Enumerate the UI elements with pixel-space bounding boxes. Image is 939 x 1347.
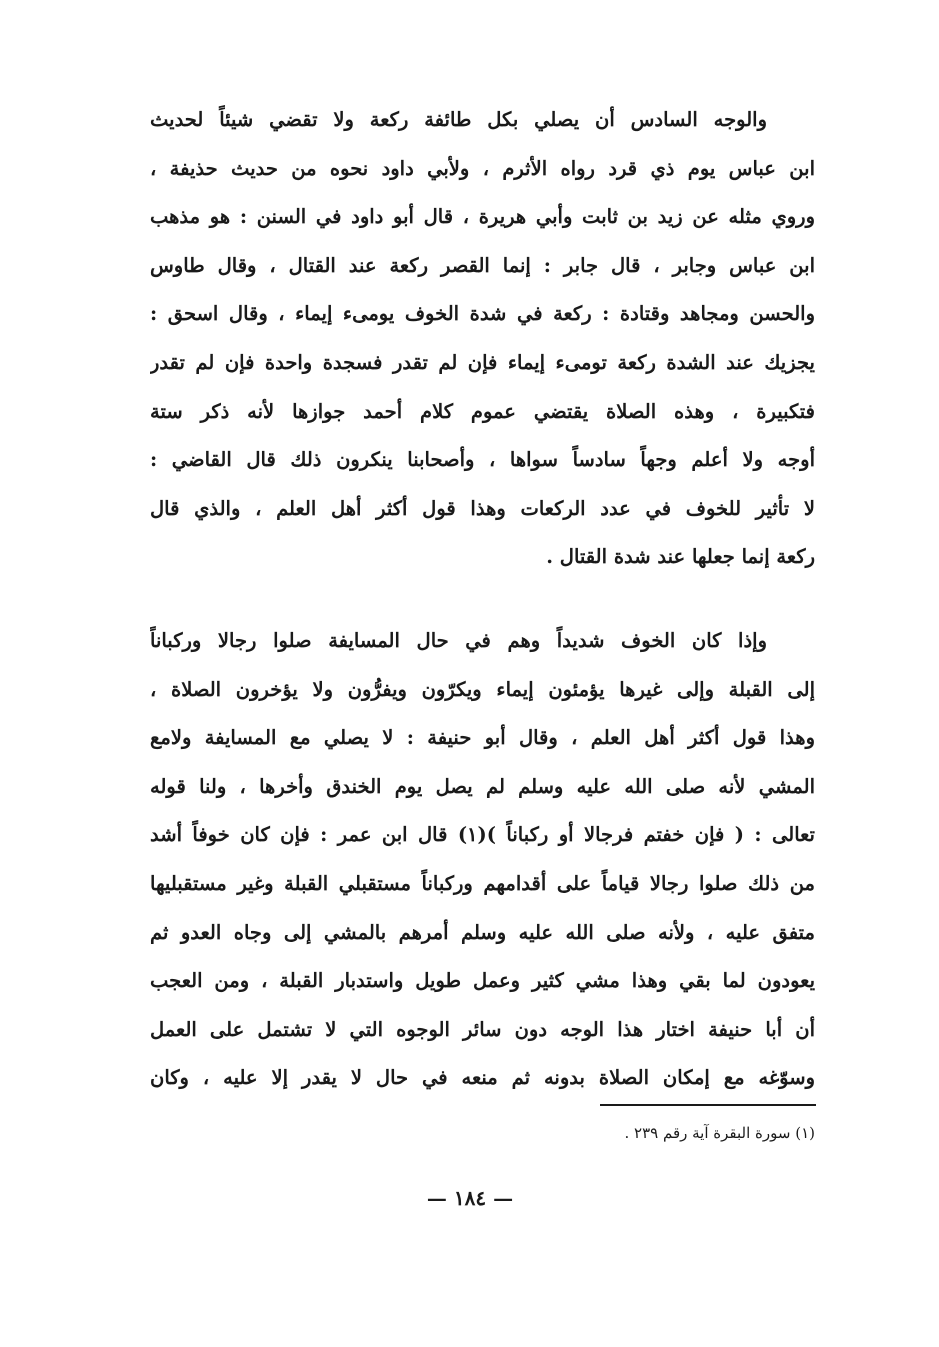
text-line: المشي لأنه صلى الله عليه وسلم لم يصل يوم الخندق وأخرها ، ولنا قوله	[150, 774, 815, 798]
text-line: يعودون لما بقي وهذا مشي كثير وعمل طويل واستدبار القبلة ، ومن العجب	[150, 969, 815, 993]
text-line: والحسن ومجاهد وقتادة : ركعة في شدة الخوف يومىء إيماء ، وقال اسحق :	[150, 302, 815, 326]
page-number: — ١٨٤ —	[426, 1186, 514, 1210]
text-line: ابن عباس يوم ذي قرد رواه الأثرم ، ولأبي داود نحوه من حديث حذيفة ،	[150, 156, 815, 180]
paragraph-2	[150, 617, 815, 1103]
text-line: من ذلك صلوا رجالا قياماً على أقدامهم وركباناً مستقبلي القبلة وغير مستقبليها	[150, 871, 815, 895]
footnote-divider	[600, 1104, 816, 1106]
text-line: فتكبيرة ، وهذه الصلاة يقتضي عموم كلام أحمد جوازها لأنه ذكر ستة	[150, 399, 815, 423]
text-line: ابن عباس وجابر ، قال جابر : إنما القصر ركعة عند القتال ، وقال طاوس	[150, 253, 815, 277]
text-line: وهذا قول أكثر أهل العلم ، وقال أبو حنيفة : لا يصلي مع المسايفة ولامع	[150, 726, 815, 750]
text-line: متفق عليه ، ولأنه صلى الله عليه وسلم أمرهم بالمشي إلى وجاه العدو ثم	[150, 920, 815, 944]
text-line: والوجه السادس أن يصلي بكل طائفة ركعة ولا تقضي شيئاً لحديث	[150, 108, 767, 131]
text-line: وسوّغه مع إمكان الصلاة بدونه ثم منعه في حال لا يقدر إلا عليه ، وكان	[150, 1066, 815, 1090]
text-line: لا تأثير للخوف في عدد الركعات وهذا قول أكثر أهل العلم ، والذي قال	[150, 496, 815, 520]
text-line: أوجه ولا أعلم وجهاً سادساً سواها ، وأصحابنا ينكرون ذلك قال القاضي :	[150, 448, 815, 472]
text-line: وروي مثله عن زيد بن ثابت وأبي هريرة ، قال أبو داود في السنن : هو مذهب	[150, 205, 815, 229]
text-line: تعالى : ( فإن خفتم فرجالا أو ركباناً )(١) قال ابن عمر : فإن كان خوفاً أشد	[150, 823, 815, 847]
text-line: إلى القبلة وإلى غيرها يؤمئون إيماء ويكرّون ويفرُّون ولا يؤخرون الصلاة ،	[150, 677, 815, 701]
body-text	[150, 96, 815, 1103]
footnote: (١) سورة البقرة آية رقم ٢٣٩ .	[624, 1124, 815, 1142]
text-line: ركعة إنما جعلها عند شدة القتال .	[546, 545, 815, 569]
text-line: وإذا كان الخوف شديداً وهم في حال المسايفة صلوا رجالا وركباناً	[150, 628, 767, 652]
paragraph-1	[150, 96, 815, 582]
text-line: أن أبا حنيفة اختار هذا الوجه دون سائر الوجوه التي لا تشتمل على العمل	[150, 1017, 815, 1041]
paragraph-spacer	[150, 582, 815, 617]
text-line: يجزيك عند الشدة ركعة تومىء إيماء فإن لم تقدر فسجدة واحدة فإن لم تقدر	[150, 350, 815, 374]
